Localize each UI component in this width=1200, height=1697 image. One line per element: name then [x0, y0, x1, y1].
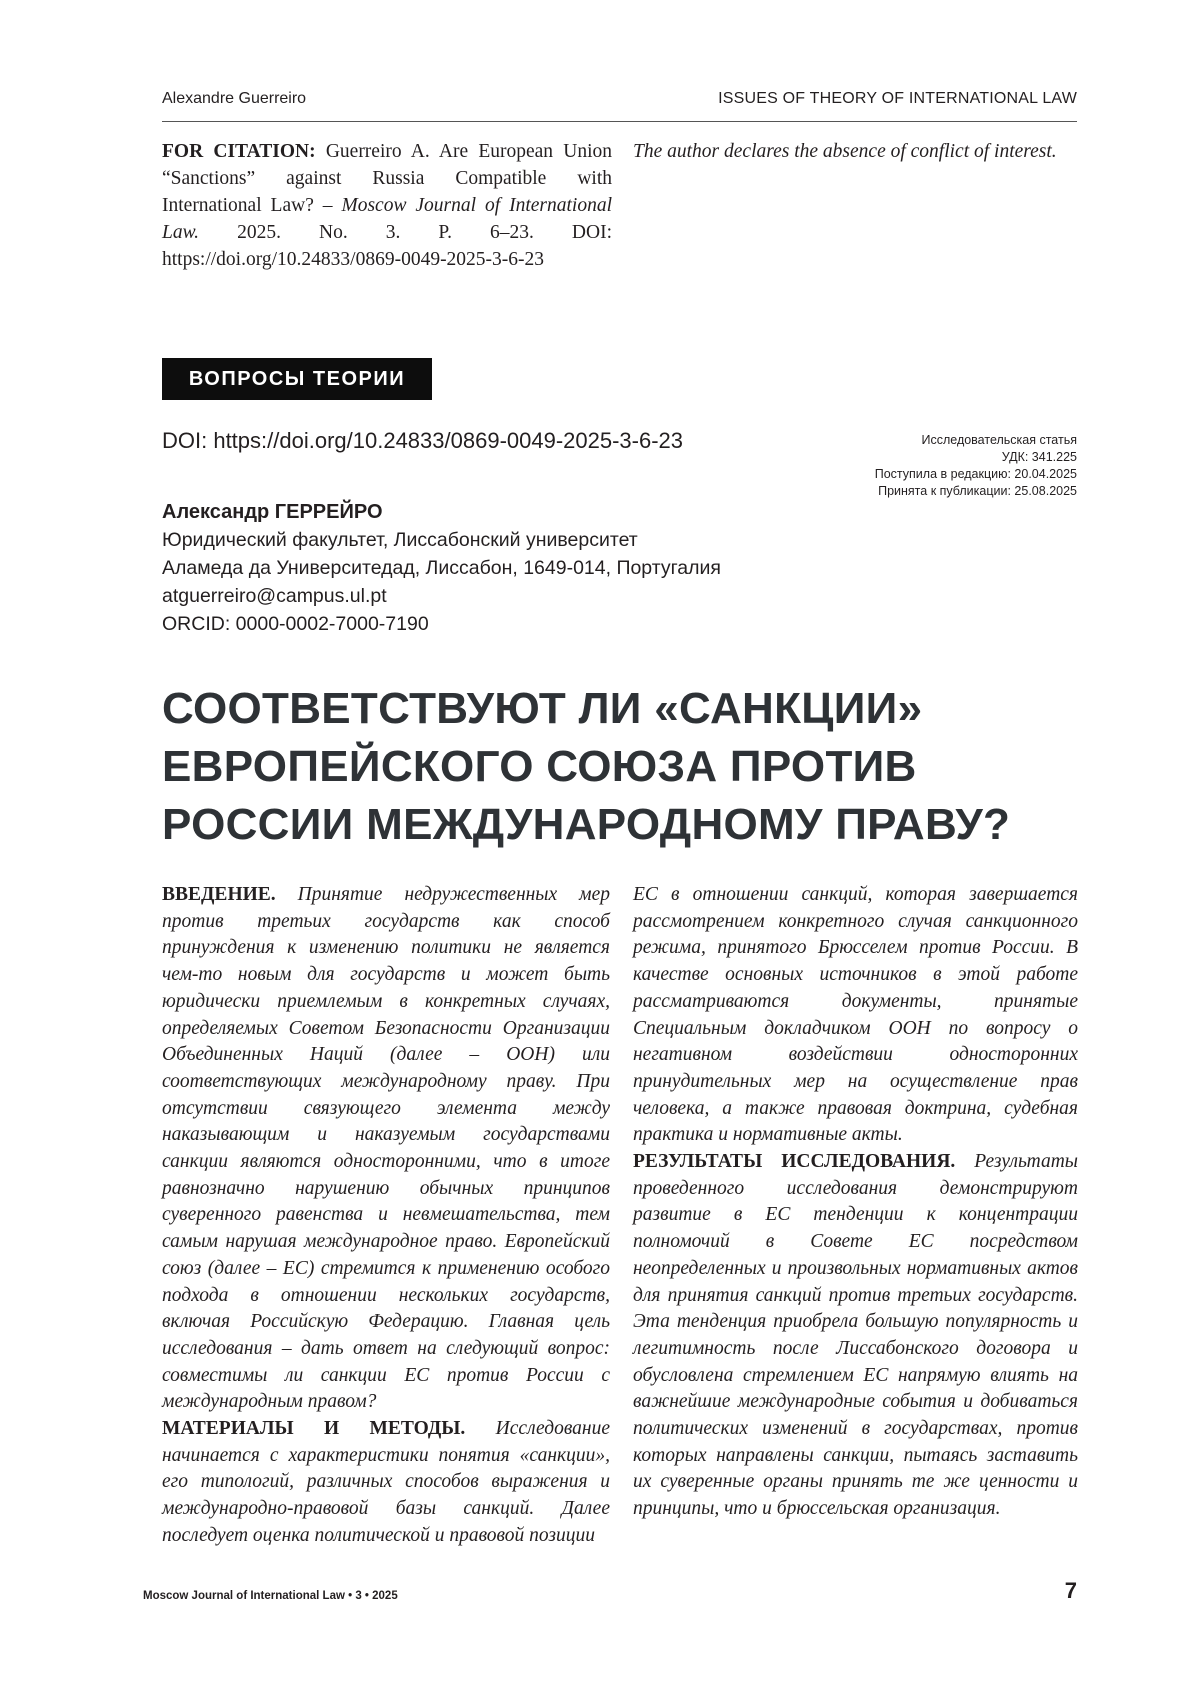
author-email[interactable]: atguerreiro@campus.ul.pt — [162, 582, 721, 610]
article-udk: УДК: 341.225 — [875, 449, 1077, 466]
introduction-label: ВВЕДЕНИЕ. — [162, 884, 276, 905]
section-tag: ВОПРОСЫ ТЕОРИИ — [162, 358, 432, 400]
running-header-author: Alexandre Guerreiro — [162, 90, 306, 108]
abstract-methods — [162, 1416, 610, 1550]
accepted-date: Принята к публикации: 25.08.2025 — [875, 483, 1077, 500]
author-affiliation: Юридический факультет, Лиссабонский университет — [162, 526, 721, 554]
methods-label: МАТЕРИАЛЫ И МЕТОДЫ. — [162, 1418, 465, 1439]
citation-journal: Moscow Journal of International Law. — [162, 195, 612, 243]
received-date: Поступила в редакцию: 20.04.2025 — [875, 466, 1077, 483]
results-label: РЕЗУЛЬТАТЫ ИССЛЕДОВАНИЯ. — [633, 1151, 955, 1172]
article-title: СООТВЕТСТВУЮТ ЛИ «САНКЦИИ» ЕВРОПЕЙСКОГО СОЮЗА ПРОТИВ РОССИИ МЕЖДУНАРОДНОМУ ПРАВУ? — [162, 680, 1082, 854]
methods-continuation: ЕС в отношении санкций, которая завершается рассмотрением конкретного случая санкционного режима, принятого Брюсселем против России. В качестве основных источников в этой работе рассматриваются документы, принятые Специальным докладчиком ООН по вопросу о негативном воздействии односторонних принудительных мер на осуществление прав человека, а также правовая доктрина, судебная практика и нормативные акты. — [633, 882, 1078, 1149]
abstract-introduction — [162, 882, 610, 1416]
citation-text-before: Guerreiro A. Are European Union “Sanctions” against Russia Compatible with International Law? – — [162, 141, 612, 216]
footer-journal-issue: Moscow Journal of International Law • 3 • 2025 — [143, 1590, 398, 1602]
author-orcid: ORCID: 0000-0002-7000-7190 — [162, 610, 721, 638]
conflict-of-interest-statement: The author declares the absence of conflict of interest. — [633, 138, 1077, 165]
results-text: Результаты проведенного исследования демонстрируют развитие в ЕС тенденции к концентрации полномочий в Совете ЕС посредством неопределенных и произвольных нормативных актов для принятия санкций против третьих государств. Эта тенденция приобрела большую популярность и легитимность после Лиссабонского договора и обусловлена стремлением ЕС напрямую влиять на важнейшие международные события и добиваться политических изменений в государствах, против которых направлены санкции, пытаясь заставить их суверенные органы принять те же ценности и принципы, что и брюссельская организация. — [633, 1151, 1078, 1519]
running-header-section: ISSUES OF THEORY OF INTERNATIONAL LAW — [718, 90, 1077, 108]
introduction-text: Принятие недружественных мер против третьих государств как способ принуждения к изменению политики не является чем-то новым для государств и может быть юридически приемлемым в конкретных случаях, определяемых Советом Безопасности Организации Объединенных Наций (далее – ООН) или соответствующих международному праву. При отсутствии связующего элемента между наказывающим и наказуемым государствами санкции являются односторонними, что в итоге равнозначно нарушению обычных принципов суверенного равенства и невмешательства, тем самым нарушая международное право. Европейский союз (далее – ЕС) стремится к применению особого подхода в отношении нескольких государств, включая Российскую Федерацию. Главная цель исследования – дать ответ на следующий вопрос: совместимы ли санкции ЕС против России с международным правом? — [162, 884, 610, 1412]
abstract-right-column — [633, 882, 1078, 1523]
citation-label: FOR CITATION: — [162, 141, 316, 162]
author-block — [162, 498, 721, 638]
doi-line[interactable]: DOI: https://doi.org/10.24833/0869-0049-2025-3-6-23 — [162, 428, 683, 454]
header-divider — [162, 121, 1077, 122]
abstract-results — [633, 1149, 1078, 1523]
article-type: Исследовательская статья — [875, 432, 1077, 449]
author-address: Аламеда да Университедад, Лиссабон, 1649-014, Португалия — [162, 554, 721, 582]
abstract-left-column — [162, 882, 610, 1550]
author-name: Александр ГЕРРЕЙРО — [162, 498, 721, 526]
citation-block — [162, 138, 612, 273]
article-meta — [875, 432, 1077, 500]
page-number: 7 — [1065, 1578, 1077, 1604]
methods-text: Исследование начинается с характеристики понятия «санкции», его типологий, различных способов выражения и международно-правовой базы санкций. Далее последует оценка политической и правовой позиции — [162, 1418, 610, 1546]
citation-text-after: 2025. No. 3. P. 6–23. DOI: https://doi.org/10.24833/0869-0049-2025-3-6-23 — [162, 222, 612, 270]
